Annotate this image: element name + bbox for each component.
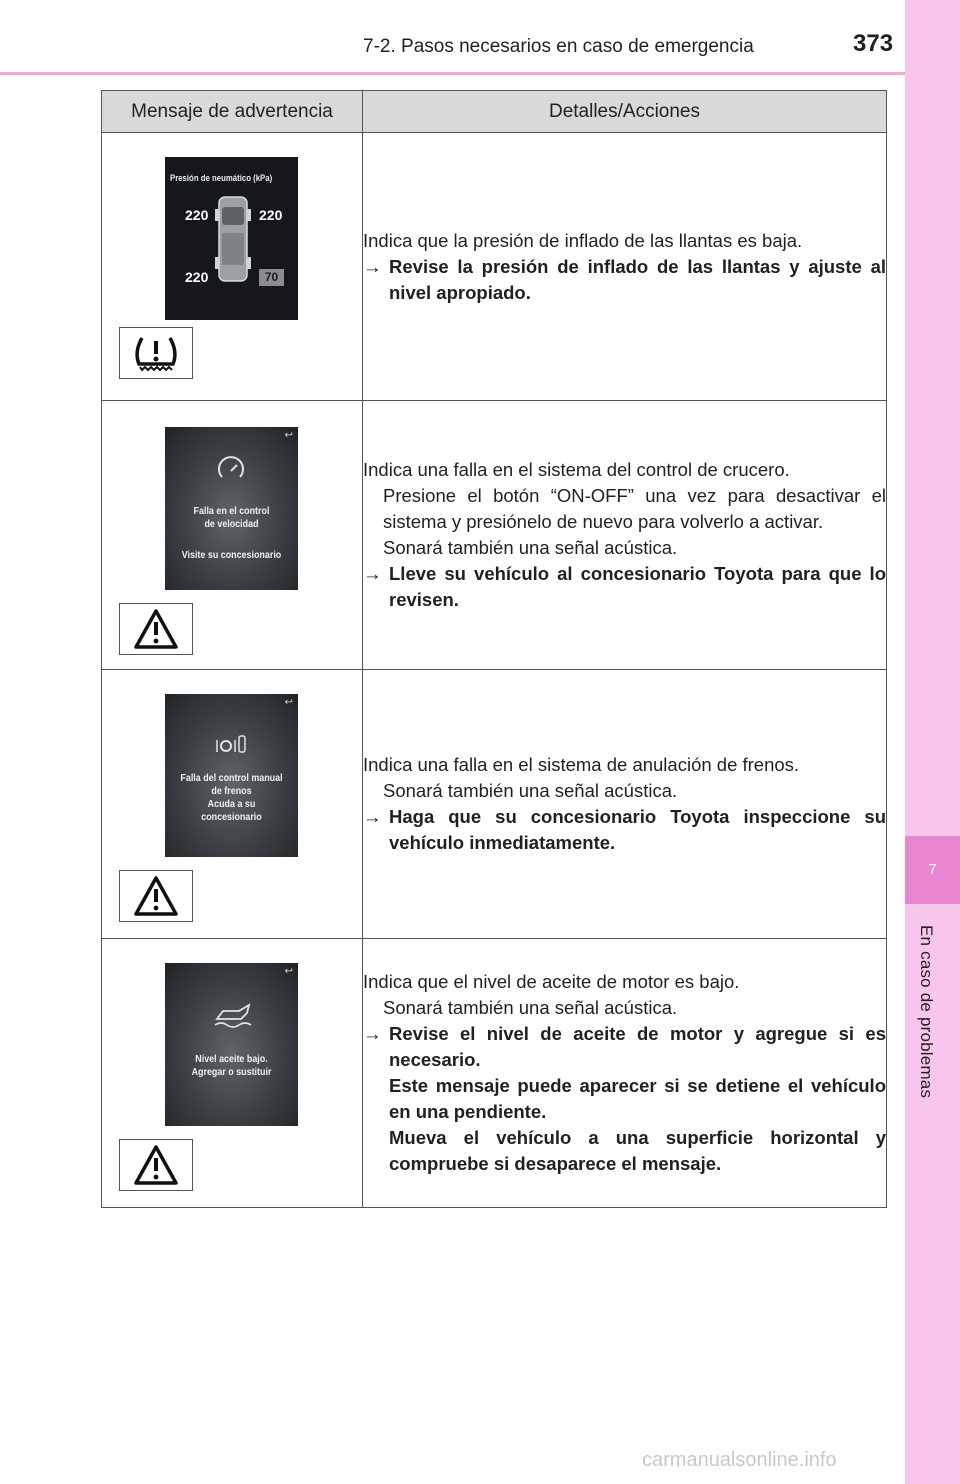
back-arrow-icon: ↩ (284, 430, 293, 441)
action-item (363, 254, 886, 306)
description-text: Indica que la presión de inflado de las llantas es baja. (363, 229, 803, 251)
oil-can-icon (165, 963, 298, 1126)
chapter-number: 7 (905, 836, 960, 904)
note-text: Sonará también una señal acústica. (383, 780, 678, 801)
display-line: Acuda a su (207, 798, 256, 810)
warning-messages-table (101, 90, 887, 1208)
chapter-title: En caso de problemas (917, 925, 936, 1099)
tire-pressure-front-left: 220 (185, 207, 209, 223)
arrow-icon: → (363, 563, 382, 584)
action-item (363, 1021, 886, 1177)
action-item (363, 561, 886, 613)
warning-message-cell (102, 939, 363, 1208)
display-line: Nivel aceite bajo. (195, 1053, 268, 1065)
display-line: concesionario (201, 811, 262, 823)
note-text: Sonará también una señal acústica. (383, 997, 678, 1018)
table-row (102, 670, 887, 939)
note-text: Presione el botón “ON-OFF” una vez para desactivar el sistema y presiónelo de nuevo para volverlo a activar. (383, 485, 886, 532)
header-rule (0, 72, 905, 75)
details-cell (363, 670, 887, 939)
action-text: Lleve su vehículo al concesionario Toyota para que lo revisen. (389, 563, 886, 610)
brake-override-display (165, 694, 298, 857)
arrow-icon: → (363, 255, 382, 277)
display-line: Falla del control manual (180, 772, 283, 784)
tire-pressure-front-right: 220 (259, 207, 283, 223)
master-warning-icon (119, 1139, 193, 1191)
back-arrow-icon: ↩ (284, 697, 293, 708)
tire-pressure-display (165, 157, 298, 320)
action-extra: Mueva el vehículo a una superficie horizontal y compruebe si desaparece el mensaje. (389, 1127, 886, 1174)
tire-pressure-rear-right-low: 70 (259, 269, 284, 286)
master-warning-icon (119, 603, 193, 655)
display-line: de frenos (211, 785, 252, 797)
page-number: 373 (853, 30, 894, 57)
description-text: Indica una falla en el sistema de anulación de frenos. (363, 754, 800, 775)
tire-pressure-rear-left: 220 (185, 269, 209, 285)
cruise-control-display (165, 427, 298, 590)
warning-message-cell (102, 133, 363, 401)
column-header: Mensaje de advertencia (102, 91, 363, 133)
warning-message-cell (102, 670, 363, 939)
section-title: 7-2. Pasos necesarios en caso de emergencia (363, 36, 754, 57)
display-line: de velocidad (204, 518, 259, 530)
display-line: Visite su concesionario (181, 549, 282, 561)
action-main: Revise el nivel de aceite de motor y agregue si es necesario. (389, 1023, 886, 1070)
action-text: Haga que su concesionario Toyota inspeccione su vehículo inmediatamente. (389, 806, 886, 853)
table-row (102, 401, 887, 670)
action-text (389, 1021, 886, 1177)
master-warning-icon (119, 870, 193, 922)
back-arrow-icon: ↩ (284, 966, 293, 977)
note-text: Sonará también una señal acústica. (383, 537, 678, 558)
action-extra: Este mensaje puede aparecer si se detiene el vehículo en una pendiente. (389, 1075, 886, 1122)
display-title: Presión de neumático (kPa) (170, 173, 273, 184)
low-oil-display (165, 963, 298, 1126)
display-line: Falla en el control (193, 505, 270, 517)
details-cell (363, 133, 887, 401)
table-header-row (102, 91, 887, 133)
description-text: Indica una falla en el sistema del control de crucero. (363, 459, 790, 480)
column-header: Detalles/Acciones (363, 91, 887, 133)
action-item (363, 804, 886, 856)
table-row (102, 133, 887, 401)
details-cell (363, 401, 887, 670)
arrow-icon: → (363, 806, 382, 827)
tire-pressure-warning-icon (119, 327, 193, 379)
vehicle-top-view-icon (165, 157, 298, 320)
watermark: carmanualsonline.info (642, 1449, 837, 1471)
details-cell (363, 939, 887, 1208)
display-line: Agregar o sustituir (191, 1066, 272, 1078)
table-row (102, 939, 887, 1208)
action-text: Revise la presión de inflado de las llantas y ajuste al nivel apropiado. (389, 255, 886, 303)
chapter-side-tab (905, 0, 960, 1484)
arrow-icon: → (363, 1023, 382, 1044)
warning-message-cell (102, 401, 363, 670)
description-text: Indica que el nivel de aceite de motor es bajo. (363, 971, 740, 992)
